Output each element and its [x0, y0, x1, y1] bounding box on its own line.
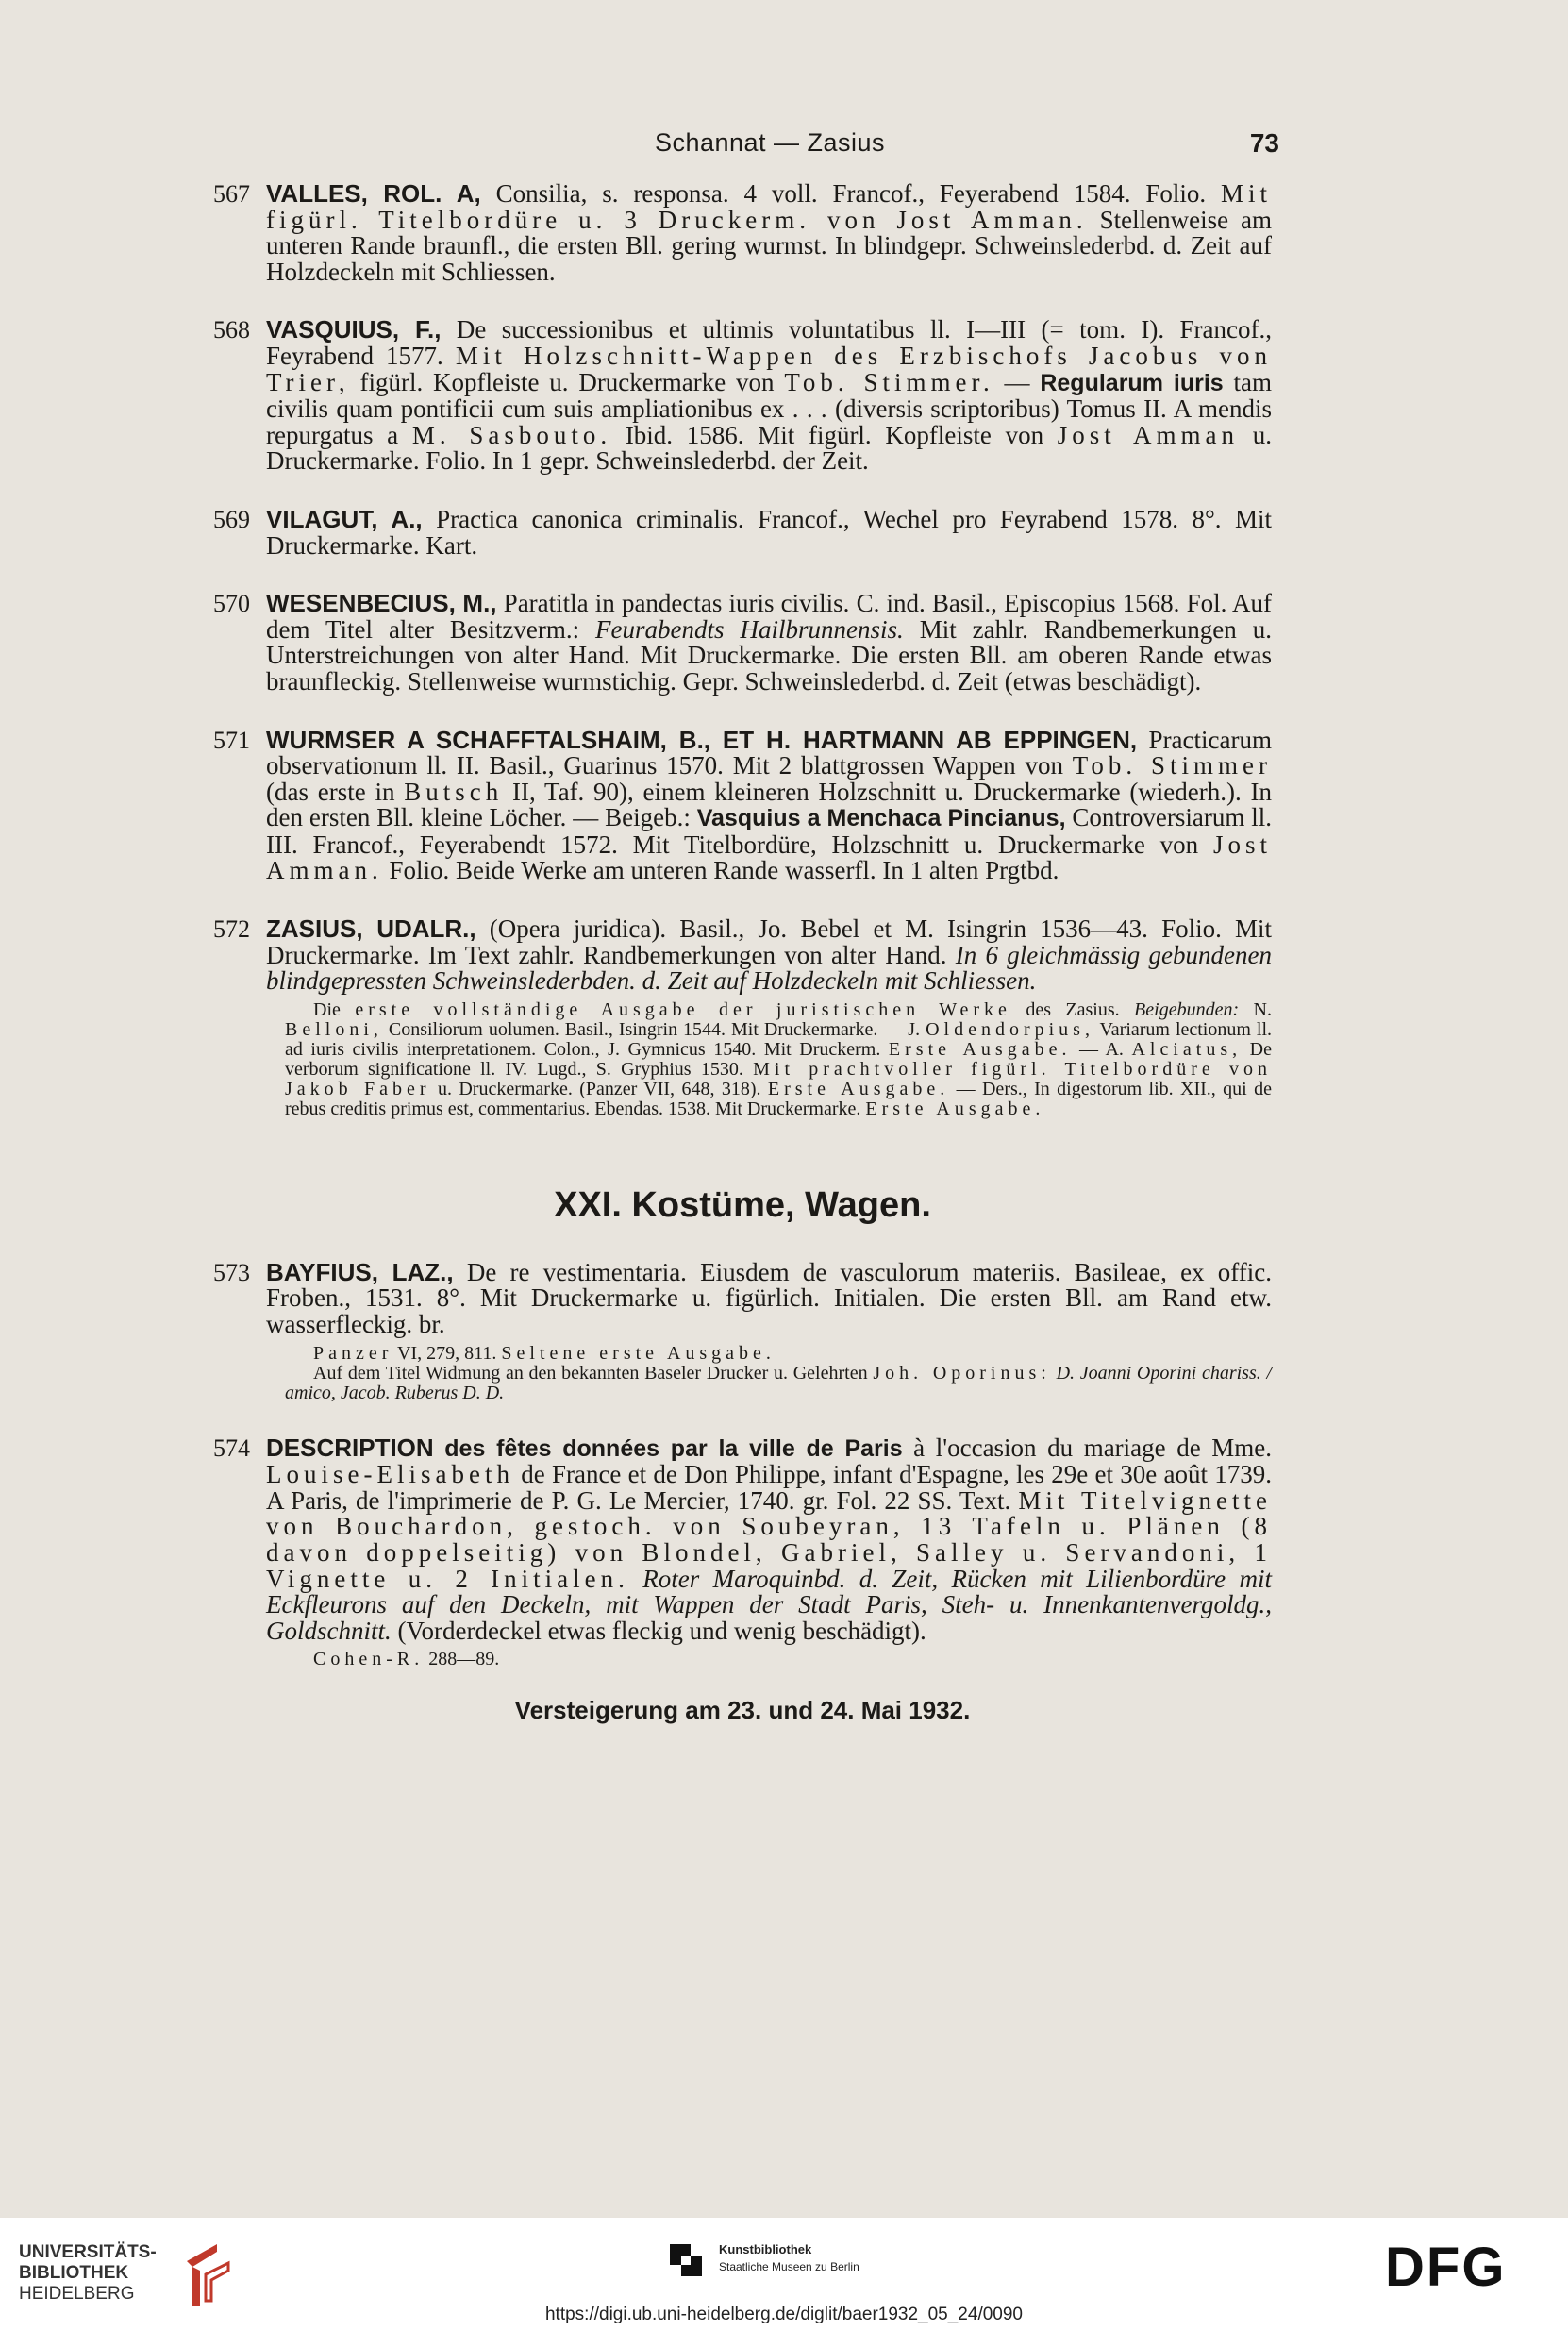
entry-italic-text: Roter Maroquinbd. d. Zeit, Rücken mit Lilienbordüre mit Eckfleurons auf den Deckeln, mit Wappen der Stadt Paris, Steh- u. Innenkantenvergoldg., Goldschnitt. — [266, 1564, 1272, 1645]
entry-spaced-text: Butsch — [404, 777, 504, 806]
entry-spaced-text: Cohen-R. — [313, 1649, 425, 1670]
entry-body — [266, 504, 1272, 560]
entry-text — [434, 1434, 445, 1462]
entry-body — [266, 916, 1272, 995]
catalog-entry — [213, 591, 1272, 695]
entry-text: — — [993, 367, 1041, 396]
entry-spaced-text: Erste Ausgabe. — [865, 1098, 1045, 1119]
note-paragraph — [285, 1344, 1272, 1364]
entry-number: 570 — [213, 590, 250, 618]
entry-spaced-text: Panzer — [313, 1342, 393, 1364]
entry-spaced-text: erste vollständige Ausgabe der juristischen Werke — [355, 998, 1011, 1020]
ub-line3: HEIDELBERG — [19, 2284, 135, 2304]
entry-body — [266, 1435, 1272, 1645]
entry-gap — [213, 1403, 1272, 1435]
entry-number: 574 — [213, 1434, 250, 1462]
entry-spaced-text: Erste Ausgabe. — [767, 1078, 950, 1099]
entry-text: (Vorderdeckel etwas fleckig und wenig beschädigt). — [391, 1616, 926, 1645]
entry-body — [266, 181, 1272, 285]
entry-text: u. Druckermarke. Folio. In 1 gepr. Schweinslederbd. der Zeit. — [266, 420, 1272, 476]
entry-spaced-text: Mit figürl. Titelbordüre u. 3 Druckerm. von Jost Amman. — [266, 179, 1272, 234]
running-head-title: Schannat — Zasius — [654, 128, 886, 157]
entry-note — [213, 1344, 1272, 1403]
entry-number: 569 — [213, 505, 250, 533]
entry-spaced-text: Belloni, — [285, 1018, 383, 1040]
entry-text: Auf dem Titel Widmung an den bekannten Baseler Drucker u. Gelehrten — [313, 1362, 874, 1384]
entry-text: Paratitla in pandectas iuris civilis. C. ind. Basil., Episcopius 1568. Fol. Auf dem Titel alter Besitzverm.: — [266, 589, 1272, 644]
entry-text: II, Taf. 90), einem kleineren Holzschnitt u. Druckermarke (wiederh.). In den ersten Bll. kleine Löcher. — Beigeb.: — [266, 777, 1273, 832]
entry-body — [266, 1257, 1273, 1339]
catalog-entry — [213, 504, 1272, 560]
entry-number: 571 — [213, 726, 250, 754]
entry-text: N. — [1239, 998, 1272, 1020]
entry-body — [266, 317, 1272, 475]
entry-spaced-text: M. Sasbouto. — [411, 420, 612, 449]
entry-number: 567 — [213, 180, 250, 208]
entry-text: Stellenweise am unteren Rande braunfl., die ersten Bll. gering wurmst. In blindgepr. Schweinslederbd. d. Zeit auf Holzdeckeln mit Schliessen. — [266, 205, 1272, 286]
entry-spaced-text: Tob. Stimmer. — [784, 367, 994, 396]
entry-italic-text: Beigebunden: — [1134, 998, 1240, 1020]
entry-italic-text: In 6 gleichmässig gebundenen blindgepressten Schweinslederbden. d. Zeit auf Holzdeckeln mit Schliessen. — [266, 940, 1272, 996]
entry-italic-text: Feurabendts Hailbrunnensis. — [595, 614, 904, 644]
entry-gap — [213, 559, 1272, 591]
entry-author: VILAGUT, A., — [266, 504, 423, 533]
entry-gap — [213, 475, 1272, 507]
entry-text: tam civilis quam pontificii cum suis ampliationibus ex . . . (diversis scriptoribus) Tomus II. A mendis repurgatus a — [266, 367, 1272, 449]
entry-number: 568 — [213, 316, 250, 344]
entry-text: De successionibus et ultimis voluntatibus ll. I—III (= tom. I). Francof., Feyrabend 1577. — [266, 315, 1272, 370]
entry-spaced-text: Jost Amman. — [266, 830, 1272, 885]
entry-spaced-text: Seltene erste Ausgabe. — [501, 1342, 776, 1364]
entry-body — [266, 591, 1272, 695]
entry-spaced-text: Joh. Oporinus: — [873, 1362, 1051, 1384]
entry-text: De verborum significatione ll. IV. Lugd., S. Gryphius 1530. — [285, 1038, 1273, 1080]
entry-text: Ibid. 1586. Mit figürl. Kopfleiste von — [611, 420, 1058, 449]
ub-line2: BIBLIOTHEK — [19, 2263, 129, 2283]
entry-author: ZASIUS, UDALR., — [266, 914, 476, 944]
entry-bold-title: Vasquius a Menchaca Pincianus, — [696, 805, 1066, 832]
entry-body — [266, 725, 1273, 885]
entry-text: — A. — [1071, 1038, 1132, 1060]
entry-text: — Ders., In digestorum lib. XII., qui de rebus creditis primus est, commentarius. Ebendas. 1538. Mit Druckermarke. — [285, 1078, 1272, 1119]
kb-title: Kunstbibliothek — [719, 2242, 812, 2256]
entry-bold-title: Regularum iuris — [1040, 369, 1224, 396]
catalog-entry — [213, 725, 1273, 885]
entry-text: Controversiarum ll. III. Francof., Feyerabendt 1572. Mit Titelbordüre, Holzschnitt u. Druckermarke von — [266, 803, 1272, 859]
kunstbibliothek-icon — [666, 2240, 708, 2282]
entry-text: u. Druckermarke. (Panzer VII, 648, 318). — [430, 1078, 768, 1099]
dfg-logo[interactable] — [1385, 2237, 1545, 2293]
section-heading: XXI. Kostüme, Wagen. — [554, 1184, 931, 1225]
entry-spaced-text: Erste Ausgabe. — [888, 1038, 1072, 1060]
entry-number: 573 — [213, 1258, 250, 1286]
kunstbibliothek-logo[interactable] — [666, 2239, 911, 2295]
entry-text: Mit zahlr. Randbemerkungen u. Unterstreichungen von alter Hand. Mit Druckermarke. Die ersten Bll. am oberen Rande etwas braunfleckig. Stellenweise wurmstichig. Gepr. Schweinslederbd. d. Zeit (etwas beschädigt). — [266, 614, 1272, 696]
entry-spaced-text: Tob. Stimmer — [1072, 751, 1272, 780]
entry-spaced-text: Alciatus, — [1131, 1038, 1243, 1060]
entry-text: Consilia, s. responsa. 4 voll. Francof., Feyerabend 1584. Folio. — [480, 179, 1221, 208]
note-paragraph — [285, 1000, 1272, 1119]
entry-gap — [213, 884, 1272, 916]
entry-text: (Opera juridica). Basil., Jo. Bebel et M. Isingrin 1536—43. Folio. Mit Druckermarke. Im Text zahlr. Randbemerkungen von alter Hand. — [266, 914, 1273, 969]
entry-text: Practica canonica criminalis. Francof., Wechel pro Feyrabend 1578. 8°. Mit Druckermarke. Kart. — [266, 504, 1272, 560]
kunstbibliothek-text — [719, 2242, 859, 2273]
entry-spaced-text: Mit Titelvignette von Bouchardon, gestoch. von Soubeyran, 13 Tafeln u. Plänen (8 davon doppelseitig) von Blondel, Gabriel, Salley u. Servandoni, 1 Vignette u. 2 Initialen. — [266, 1485, 1272, 1593]
running-head — [260, 128, 1279, 166]
entry-bold-title: des fêtes données par la ville de Paris — [444, 1434, 903, 1462]
catalog-entry — [213, 317, 1272, 475]
entry-text: De re vestimentaria. Eiusdem de vasculorum materiis. Basileae, ex offic. Froben., 1531. 8°. Mit Druckermarke u. figürlich. Initialen. Die ersten Bll. am Rand etw. wasserfleckig. br. — [266, 1257, 1273, 1339]
entry-text: Practicarum observationum ll. II. Basil., Guarinus 1570. Mit 2 blattgrossen Wappen von — [266, 725, 1272, 780]
entry-text: à l'occasion du mariage de Mme. — [902, 1433, 1273, 1462]
entry-author: WESENBECIUS, M., — [266, 589, 497, 618]
entry-author: DESCRIPTION — [266, 1433, 434, 1462]
catalog-entry — [213, 181, 1272, 285]
entry-text: Folio. Beide Werke am unteren Rande wasserfl. In 1 alten Prgtbd. — [382, 856, 1059, 885]
note-paragraph — [285, 1650, 1272, 1669]
entry-text: VI, 279, 811. — [392, 1342, 502, 1364]
entry-text: Variarum lectionum ll. ad iuris civilis interpretationem. Colon., J. Gymnicus 1540. Mit Druckerm. — [285, 1018, 1272, 1060]
entry-text: Consiliorum uolumen. Basil., Isingrin 1544. Mit Druckermarke. — J. — [382, 1018, 926, 1040]
entry-text: de France et de Don Philippe, infant d'Espagne, les 29e et 30e août 1739. A Paris, de l'imprimerie de P. G. Le Mercier, 1740. gr. Fol. 22 SS. Text. — [266, 1460, 1272, 1515]
dfg-logo-text: DFG — [1385, 2237, 1507, 2293]
note-paragraph — [285, 1364, 1272, 1403]
page-number: 73 — [1249, 128, 1279, 158]
catalog-entry — [213, 1435, 1272, 1645]
entry-author: VALLES, ROL. A, — [266, 179, 481, 208]
entry-text: (das erste in — [266, 777, 405, 806]
catalog-entry — [213, 916, 1272, 995]
entry-text: 288—89. — [424, 1649, 500, 1670]
entry-author: WURMSER A SCHAFFTALSHAIM, B., ET H. HARTMANN AB EPPINGEN, — [266, 725, 1138, 754]
entry-author: BAYFIUS, LAZ., — [266, 1257, 454, 1286]
entries-top — [213, 181, 1272, 1119]
page-url[interactable]: https://digi.ub.uni-heidelberg.de/diglit/baer1932_05_24/0090 — [544, 2305, 1023, 2324]
entry-spaced-text: Oldendorpius, — [926, 1018, 1094, 1040]
entry-number: 572 — [213, 915, 250, 944]
auction-note: Versteigerung am 23. und 24. Mai 1932. — [514, 1696, 971, 1725]
entry-italic-text: D. Joanni Oporini chariss. / amico, Jacob. Ruberus D. D. — [285, 1362, 1273, 1403]
ub-line1: UNIVERSITÄTS- — [19, 2242, 157, 2262]
entry-gap — [213, 696, 1272, 728]
entry-text: des Zasius. — [1010, 998, 1135, 1020]
entry-note — [213, 1650, 1272, 1669]
entry-text: Die — [313, 998, 356, 1020]
entry-text — [629, 1565, 642, 1593]
footer-bar — [0, 2218, 1568, 2331]
entry-author: VASQUIUS, F., — [266, 315, 442, 344]
entry-spaced-text: Louise-Elisabeth — [266, 1460, 514, 1489]
entry-spaced-text: Mit prachtvoller figürl. Titelbordüre von Jakob Faber — [285, 1058, 1272, 1099]
entries-bottom — [213, 1257, 1273, 1670]
kb-subtitle: Staatliche Museen zu Berlin — [719, 2260, 859, 2273]
entry-spaced-text: Jost Amman — [1057, 420, 1240, 449]
entry-gap — [213, 285, 1272, 317]
page-content — [213, 181, 1272, 1725]
entry-spaced-text: Mit Holzschnitt-Wappen des Erzbischofs Jacobus von Trier, — [266, 341, 1272, 396]
entry-text: figürl. Kopfleiste u. Druckermarke von — [349, 367, 785, 396]
entry-note — [213, 1000, 1272, 1119]
ub-mark-icon — [179, 2242, 236, 2308]
catalog-entry — [213, 1257, 1273, 1339]
